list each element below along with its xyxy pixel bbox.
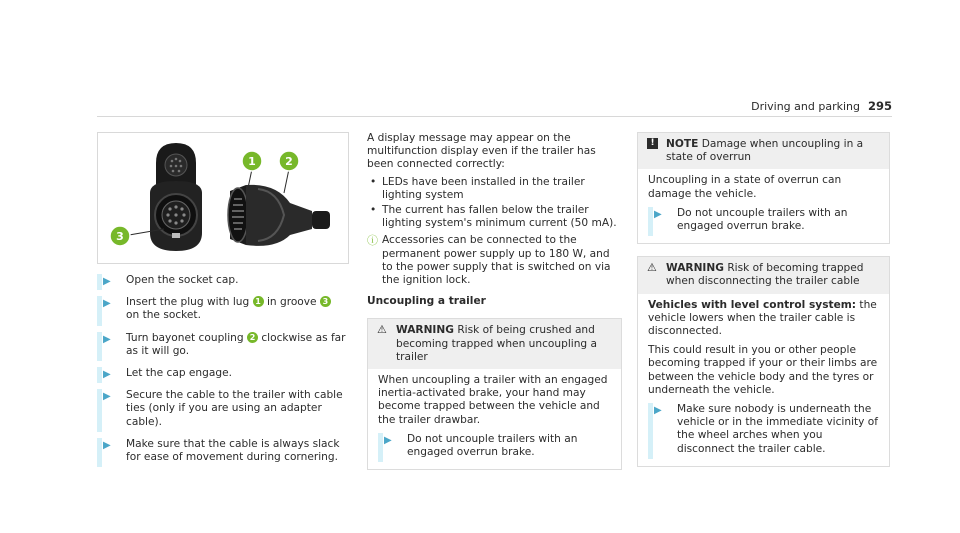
- warning-triangle-icon: ⚠: [377, 323, 387, 337]
- warning-box-uncoupling: [367, 318, 622, 470]
- warning-header: [368, 319, 621, 369]
- list-item: • The current has fallen below the trailer lighting system's minimum current (50 mA).: [367, 204, 622, 230]
- step-arrow-icon: ▶: [654, 405, 662, 417]
- inline-callout: 1: [253, 296, 264, 307]
- inline-callout: 2: [247, 332, 258, 343]
- callout-1-label: 1: [248, 155, 256, 168]
- step-turn-coupling: ▶ Turn bayonet coupling 2 clockwise as far as it will go.: [97, 332, 347, 358]
- coupling-steps: [97, 274, 347, 464]
- header-divider: [97, 116, 892, 117]
- step-arrow-icon: ▶: [103, 333, 111, 345]
- note-title: Damage when uncoupling in a state of overrun: [666, 138, 864, 164]
- display-message-intro: A display message may appear on the multifunction display even if the trailer has been connected correctly:: [367, 132, 596, 171]
- warning-lead-paragraph: Vehicles with level control system: the vehicle lowers when the trailer cable is disconnected.: [648, 298, 877, 338]
- info-icon: ⓘ: [367, 234, 378, 248]
- note-header: [638, 133, 889, 169]
- info-note: ⓘ Accessories can be connected to the permanent power supply up to 180 W, and to the power supply that is switched on via the ignition lock.: [367, 234, 611, 287]
- step-secure-cable: ▶ Secure the cable to the trailer with cable ties (only if you are using an adapter cable).: [97, 389, 347, 429]
- note-body: [638, 169, 889, 243]
- note-text: Uncoupling in a state of overrun can damage the vehicle.: [648, 174, 842, 200]
- reason-list: [367, 176, 622, 231]
- warning-lead: Vehicles with level control system:: [648, 298, 857, 311]
- exclamation-icon: !: [647, 138, 658, 149]
- step-arrow-icon: ▶: [103, 276, 111, 287]
- trailer-socket-figure: [97, 132, 349, 264]
- step-insert-plug: ▶ Insert the plug with lug 1 in groove 3 on the socket.: [97, 296, 347, 322]
- note-box-overrun: [637, 132, 890, 244]
- callout-3-label: 3: [116, 230, 124, 243]
- warning-step: ▶ Do not uncouple trailers with an engaged overrun brake.: [378, 433, 611, 459]
- warning-header: [638, 257, 889, 293]
- warning-box-trailer-cable: [637, 256, 890, 467]
- callout-2-label: 2: [285, 155, 293, 168]
- warning-title: Risk of becoming trapped when disconnecting the trailer cable: [666, 262, 864, 288]
- inline-callout: 3: [320, 296, 331, 307]
- step-arrow-icon: ▶: [103, 391, 111, 403]
- step-cable-slack: ▶ Make sure that the cable is always slack for ease of movement during cornering.: [97, 438, 347, 464]
- column-right: [637, 132, 890, 467]
- note-label: NOTE: [666, 138, 699, 150]
- step-arrow-icon: ▶: [103, 298, 111, 310]
- section-title: Driving and parking: [751, 100, 860, 113]
- warning-label: WARNING: [396, 324, 454, 337]
- step-cap-engage: ▶ Let the cap engage.: [97, 367, 347, 380]
- step-arrow-icon: ▶: [103, 369, 111, 381]
- warning-step: ▶ Make sure nobody is underneath the vehicle or in the immediate vicinity of the wheel arches when you disconnect the trailer cable.: [648, 403, 879, 456]
- column-left: [97, 132, 347, 473]
- warning-label: WARNING: [666, 262, 724, 275]
- warning-body: [368, 369, 621, 469]
- warning-triangle-icon: ⚠: [647, 261, 657, 275]
- step-arrow-icon: ▶: [654, 208, 662, 220]
- warning-text: This could result in you or other people becoming trapped if your or their limbs are between the vehicle body and the tyres or underneath the vehicle.: [648, 344, 878, 396]
- step-open-cap: ▶ Open the socket cap.: [97, 274, 347, 287]
- page-number: 295: [867, 99, 892, 113]
- section-heading: Uncoupling a trailer: [367, 295, 486, 308]
- page-header: [751, 99, 892, 113]
- list-item: • LEDs have been installed in the trailer lighting system: [367, 176, 622, 202]
- step-arrow-icon: ▶: [384, 434, 392, 446]
- warning-text: When uncoupling a trailer with an engaged inertia-activated brake, your hand may become trapped between the vehicle and the trailer drawbar.: [378, 374, 608, 426]
- trailer-socket-illustration: [98, 133, 348, 263]
- column-middle: [367, 132, 622, 470]
- warning-title: Risk of being crushed and becoming trapped when uncoupling a trailer: [396, 324, 598, 363]
- warning-body: [638, 294, 889, 466]
- step-arrow-icon: ▶: [103, 439, 111, 451]
- note-step: ▶ Do not uncouple trailers with an engaged overrun brake.: [648, 207, 879, 233]
